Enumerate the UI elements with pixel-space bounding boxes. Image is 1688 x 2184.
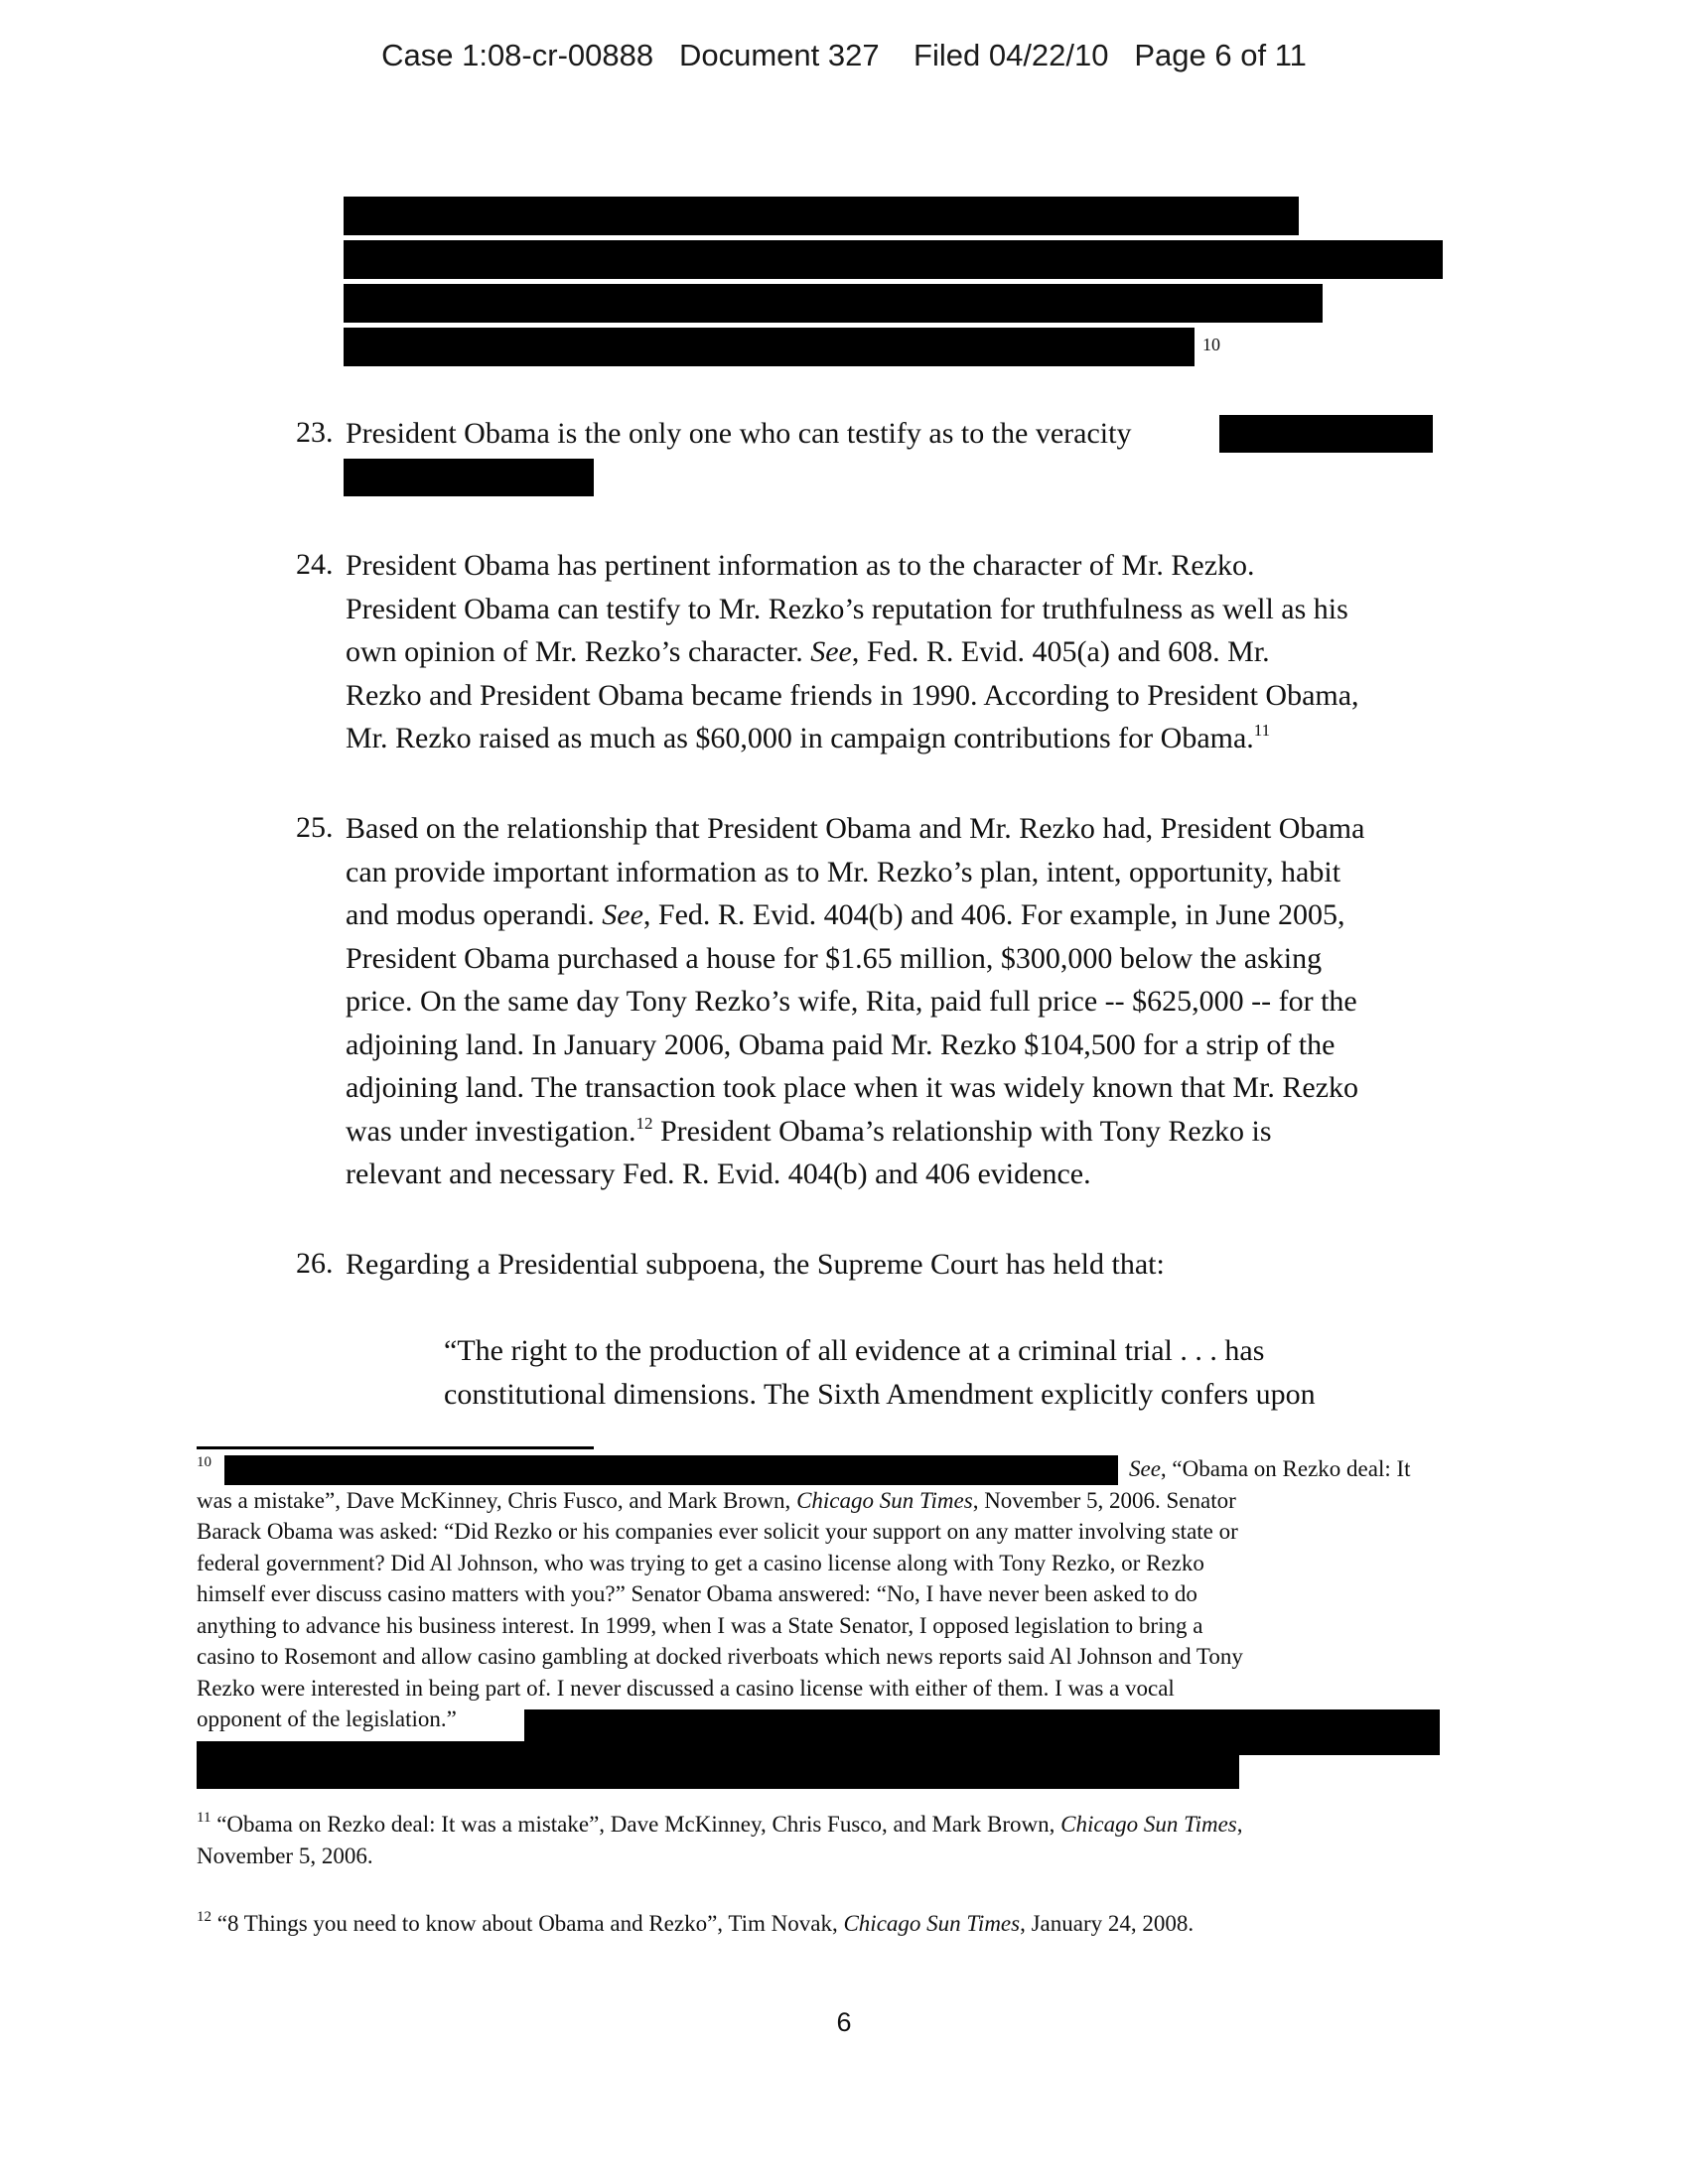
paragraph-line: Mr. Rezko raised as much as $60,000 in campaign contributions for Obama.$^{11}$ xyxy=(346,721,1271,754)
paragraph-line: President Obama has pertinent information as to the character of Mr. Rezko. xyxy=(346,549,1255,582)
redaction-bar xyxy=(344,240,1443,279)
paragraph-26 xyxy=(346,1243,1165,1287)
publication-name: Chicago Sun Times xyxy=(843,1911,1021,1936)
footnote-line: federal government? Did Al Johnson, who was trying to get a casino license along with Tony Rezko, or Rezko xyxy=(197,1550,1204,1575)
redaction-bar xyxy=(344,328,1195,366)
page-indicator: Page 6 of 11 xyxy=(1134,38,1307,72)
paragraph-line: President Obama can testify to Mr. Rezko’s reputation for truthfulness as well as his xyxy=(346,592,1348,625)
paragraph-line: was under investigation.$^{12}$ President Obama’s relationship with Tony Rezko is xyxy=(346,1113,1272,1148)
footnote-line: $^{10}$ See, “Obama on Rezko deal: It xyxy=(197,1454,1411,1481)
paragraph-23 xyxy=(346,412,1131,456)
paragraph-line: Regarding a Presidential subpoena, the Supreme Court has held that: xyxy=(346,1248,1165,1281)
paragraph-line: relevant and necessary Fed. R. Evid. 404(b) and 406 evidence. xyxy=(346,1158,1091,1190)
footnote-line: November 5, 2006. xyxy=(197,1843,373,1868)
footnote-line: $^{12}$ “8 Things you need to know about Obama and Rezko”, Tim Novak, Chicago Sun Times, January 24, 2008. xyxy=(197,1909,1195,1936)
paragraph-line: adjoining land. In January 2006, Obama paid Mr. Rezko $104,500 for a strip of the xyxy=(346,1027,1336,1061)
paragraph-line: own opinion of Mr. Rezko’s character. See, Fed. R. Evid. 405(a) and 608. Mr. xyxy=(346,635,1270,668)
filed-date: Filed 04/22/10 xyxy=(914,38,1109,72)
redaction-bar xyxy=(524,1709,1440,1755)
footnote-number: 11 xyxy=(197,1810,211,1826)
publication-name: Chicago Sun Times xyxy=(796,1487,973,1513)
footnote-ref-12: 12 xyxy=(635,1113,653,1133)
block-quote xyxy=(444,1329,1316,1416)
quote-line: “The right to the production of all evidence at a criminal trial . . . has xyxy=(444,1334,1265,1367)
redaction-bar xyxy=(197,1755,1239,1789)
footnote-ref-11: 11 xyxy=(1253,721,1271,740)
quote-line: constitutional dimensions. The Sixth Amendment explicitly confers upon xyxy=(444,1377,1316,1411)
footnote-line: opponent of the legislation.” xyxy=(197,1706,457,1731)
paragraph-number-23: 23. xyxy=(296,416,334,449)
footnote-line: anything to advance his business interest. In 1999, when I was a State Senator, I opposed legislation to bring a xyxy=(197,1612,1203,1638)
footnote-line: himself ever discuss casino matters with you?” Senator Obama answered: “No, I have never been asked to do xyxy=(197,1581,1197,1606)
paragraph-25 xyxy=(346,807,1364,1196)
paragraph-line: President Obama is the only one who can testify as to the veracity xyxy=(346,417,1132,450)
citation-signal: See xyxy=(1129,1456,1161,1481)
redaction-bar xyxy=(224,1455,1118,1485)
paragraph-line: Rezko and President Obama became friends in 1990. According to President Obama, xyxy=(346,678,1359,712)
citation-signal: See xyxy=(810,635,852,668)
paragraph-line: adjoining land. The transaction took place when it was widely known that Mr. Rezko xyxy=(346,1071,1359,1104)
paragraph-line: can provide important information as to Mr. Rezko’s plan, intent, opportunity, habit xyxy=(346,855,1341,888)
footnote-separator xyxy=(197,1446,594,1449)
footnote-number: 12 xyxy=(197,1909,211,1925)
case-number: Case 1:08-cr-00888 xyxy=(381,38,654,72)
paragraph-line: President Obama purchased a house for $1.65 million, $300,000 below the asking xyxy=(346,941,1323,975)
footnote-line: Barack Obama was asked: “Did Rezko or his companies ever solicit your support on any matter involving state or xyxy=(197,1519,1238,1544)
footnote-10 xyxy=(197,1453,1411,1735)
paragraph-number-25: 25. xyxy=(296,811,334,844)
redaction-bar xyxy=(344,459,594,496)
paragraph-line: price. On the same day Tony Rezko’s wife, Rita, paid full price -- $625,000 -- for the xyxy=(346,985,1357,1018)
publication-name: Chicago Sun Times xyxy=(1060,1812,1237,1837)
footnote-number: 10 xyxy=(197,1454,211,1470)
case-header xyxy=(0,38,1688,73)
footnote-line: was a mistake”, Dave McKinney, Chris Fusco, and Mark Brown, Chicago Sun Times, November 5, 2006. Senator xyxy=(197,1487,1236,1513)
paragraph-line: Based on the relationship that President Obama and Mr. Rezko had, President Obama xyxy=(346,812,1365,845)
paragraph-number-26: 26. xyxy=(296,1247,334,1280)
footnote-line: $^{11}$ “Obama on Rezko deal: It was a mistake”, Dave McKinney, Chris Fusco, and Mark Brown, Chicago Sun Times, xyxy=(197,1810,1243,1837)
document-number: Document 327 xyxy=(678,38,880,72)
citation-signal: See xyxy=(602,898,643,931)
footnote-line: casino to Rosemont and allow casino gambling at docked riverboats which news reports said Al Johnson and Tony xyxy=(197,1644,1243,1669)
footnote-12 xyxy=(197,1908,1194,1940)
footnote-11 xyxy=(197,1809,1243,1871)
redaction-bar xyxy=(344,284,1323,323)
paragraph-24 xyxy=(346,544,1359,760)
footnote-ref-10: 10 xyxy=(1202,335,1220,354)
paragraph-number-24: 24. xyxy=(296,548,334,581)
redaction-bar xyxy=(1219,415,1433,453)
paragraph-line: and modus operandi. See, Fed. R. Evid. 404(b) and 406. For example, in June 2005, xyxy=(346,898,1345,931)
footnote-line: Rezko were interested in being part of. I never discussed a casino license with either of them. I was a vocal xyxy=(197,1675,1175,1701)
page-number: 6 xyxy=(836,2007,852,2037)
redaction-bar xyxy=(344,197,1299,235)
